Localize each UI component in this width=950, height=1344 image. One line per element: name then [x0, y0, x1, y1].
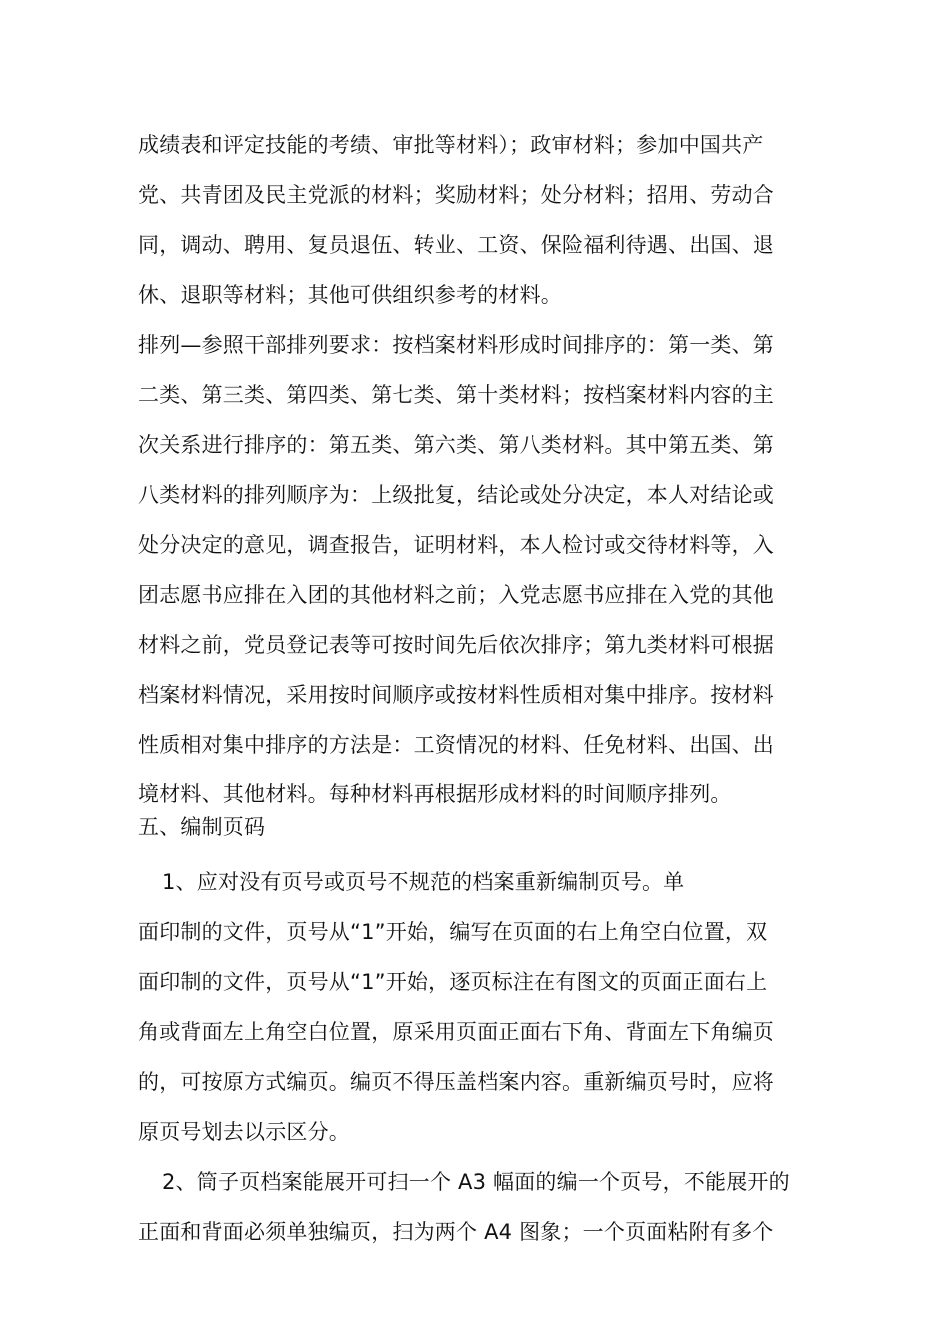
- paragraph-line: 八类材料的排列顺序为：上级批复，结论或处分决定，本人对结论或: [138, 483, 774, 507]
- list-item-line: 面印制的文件，页号从“1”开始，逐页标注在有图文的页面正面右上: [138, 970, 768, 994]
- paragraph-line: 休、退职等材料；其他可供组织参考的材料。: [138, 283, 562, 307]
- paragraph-line: 材料之前，党员登记表等可按时间先后依次排序；第九类材料可根据: [138, 633, 774, 657]
- list-item-line: 面印制的文件，页号从“1”开始，编写在页面的右上角空白位置，双: [138, 920, 768, 944]
- paragraph-line: 性质相对集中排序的方法是：工资情况的材料、任免材料、出国、出: [138, 733, 774, 757]
- list-item-line: 角或背面左上角空白位置，原采用页面正面右下角、背面左下角编页: [138, 1020, 774, 1044]
- list-item-line: 原页号划去以示区分。: [138, 1120, 350, 1144]
- paragraph-line: 境材料、其他材料。每种材料再根据形成材料的时间顺序排列。: [138, 782, 732, 806]
- paragraph-line: 档案材料情况，采用按时间顺序或按材料性质相对集中排序。按材料: [138, 683, 774, 707]
- paragraph-line: 处分决定的意见，调查报告，证明材料，本人检讨或交待材料等，入: [138, 533, 774, 557]
- paragraph-line: 党、共青团及民主党派的材料；奖励材料；处分材料；招用、劳动合: [138, 183, 774, 207]
- list-item-line: 正面和背面必须单独编页，扫为两个 A4 图象；一个页面粘附有多个: [138, 1220, 774, 1244]
- paragraph-line: 二类、第三类、第四类、第七类、第十类材料；按档案材料内容的主: [138, 383, 774, 407]
- paragraph-line: 团志愿书应排在入团的其他材料之前；入党志愿书应排在入党的其他: [138, 583, 774, 607]
- list-item-line: 的，可按原方式编页。编页不得压盖档案内容。重新编页号时，应将: [138, 1070, 774, 1094]
- paragraph-line: 同，调动、聘用、复员退伍、转业、工资、保险福利待遇、出国、退: [138, 233, 774, 257]
- paragraph-line: 成绩表和评定技能的考绩、审批等材料）；政审材料；参加中国共产: [138, 133, 764, 157]
- paragraph-line: 次关系进行排序的：第五类、第六类、第八类材料。其中第五类、第: [138, 433, 774, 457]
- section-heading: 五、编制页码: [138, 815, 266, 839]
- paragraph-line: 排列—参照干部排列要求：按档案材料形成时间排序的：第一类、第: [138, 333, 774, 357]
- list-item-line: 1、应对没有页号或页号不规范的档案重新编制页号。单: [162, 870, 685, 894]
- list-item-line: 2、筒子页档案能展开可扫一个 A3 幅面的编一个页号，不能展开的: [162, 1170, 790, 1194]
